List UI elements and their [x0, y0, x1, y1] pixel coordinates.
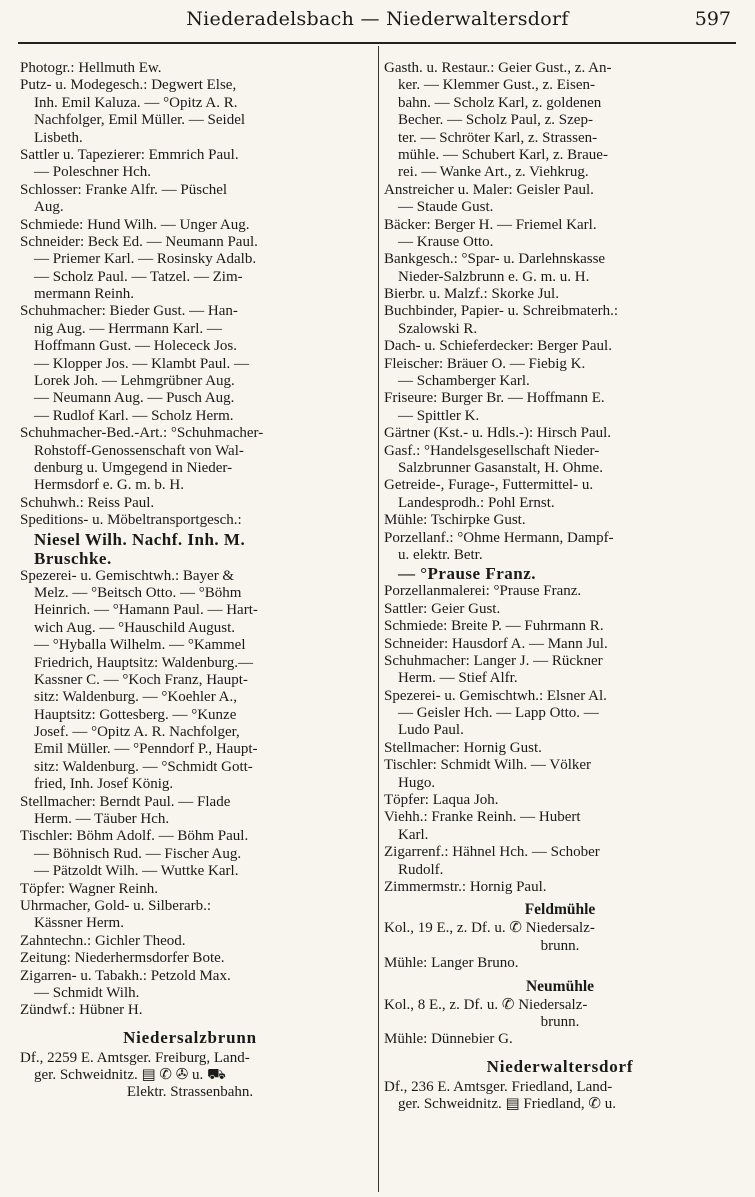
directory-line: Rudolf. — [398, 861, 444, 878]
directory-line: Hauptsitz: Gottesberg. — °Kunze — [34, 706, 237, 723]
directory-line: mühle. — Schubert Karl, z. Braue- — [398, 146, 608, 163]
directory-line: Sattler u. Tapezierer: Emmrich Paul. — [20, 146, 239, 163]
directory-line: Gärtner (Kst.- u. Hdls.-): Hirsch Paul. — [384, 425, 612, 442]
directory-line: Schmiede: Hund Wilh. — Unger Aug. — [20, 216, 250, 233]
sub-place-heading: Neumühle — [525, 977, 595, 995]
directory-line: Friseure: Burger Br. — Hoffmann E. — [384, 390, 605, 407]
directory-line: Kassner C. — °Koch Franz, Haupt- — [34, 671, 248, 688]
directory-line: — Klopper Jos. — Klambt Paul. — — [34, 355, 249, 372]
directory-line: Kässner Herm. — [34, 915, 124, 932]
directory-line: Df., 236 E. Amtsger. Friedland, Land- — [384, 1078, 613, 1095]
directory-line: — Staude Gust. — [398, 199, 494, 216]
directory-line: Friedrich, Hauptsitz: Waldenburg.— — [34, 654, 254, 671]
place-heading: Niedersalzbrunn — [123, 1027, 257, 1047]
directory-line: — Schamberger Karl. — [398, 373, 530, 390]
directory-line: Emil Müller. — °Penndorf P., Haupt- — [34, 741, 258, 758]
column-divider — [378, 46, 379, 1192]
directory-line: Schlosser: Franke Alfr. — Püschel — [20, 181, 228, 198]
directory-line: — Pätzoldt Wilh. — Wuttke Karl. — [34, 863, 239, 880]
directory-line: Df., 2259 E. Amtsger. Freiburg, Land- — [20, 1049, 250, 1066]
directory-line: Stellmacher: Hornig Gust. — [384, 739, 542, 756]
directory-line: Zeitung: Niederhermsdorfer Bote. — [20, 950, 225, 967]
directory-line: brunn. — [540, 1013, 580, 1030]
directory-line: wich Aug. — °Hauschild August. — [34, 619, 235, 636]
directory-line: Niesel Wilh. Nachf. Inh. M. — [34, 529, 246, 549]
directory-line: Töpfer: Laqua Joh. — [384, 792, 499, 809]
directory-line: Gasf.: °Handelsgesellschaft Nieder- — [384, 442, 600, 459]
directory-line: Rohstoff-Genossenschaft von Wal- — [34, 442, 244, 459]
directory-line: Melz. — °Beitsch Otto. — °Böhm — [34, 584, 242, 601]
directory-line: Herm. — Stief Alfr. — [398, 670, 518, 687]
directory-line: Josef. — °Opitz A. R. Nachfolger, — [34, 724, 240, 741]
directory-line: brunn. — [540, 937, 580, 954]
directory-line: — °Prause Franz. — [398, 564, 537, 584]
directory-line: Ludo Paul. — [398, 722, 464, 739]
directory-line: Zigarrenf.: Hähnel Hch. — Schober — [384, 844, 600, 861]
directory-line: Spezerei- u. Gemischtwh.: Bayer & — [20, 567, 235, 584]
directory-line: Speditions- u. Möbeltransportgesch.: — [20, 512, 242, 529]
directory-line: Elektr. Strassenbahn. — [126, 1084, 254, 1101]
directory-line: Getreide-, Furage-, Futtermittel- u. — [384, 477, 594, 494]
directory-line: fried, Inh. Josef König. — [34, 776, 174, 793]
directory-line: sitz: Waldenburg. — °Schmidt Gott- — [34, 758, 253, 775]
directory-line: — Böhnisch Rud. — Fischer Aug. — [34, 845, 242, 862]
directory-line: — Poleschner Hch. — [34, 164, 152, 181]
directory-line: — Geisler Hch. — Lapp Otto. — — [398, 705, 599, 722]
directory-line: Kol., 8 E., z. Df. u. ✆ Niedersalz- — [384, 996, 588, 1013]
directory-line: Gasth. u. Restaur.: Geier Gust., z. An- — [384, 60, 612, 76]
directory-line: Tischler: Schmidt Wilh. — Völker — [384, 757, 592, 774]
header-rule — [18, 42, 736, 44]
directory-line: Salzbrunner Gasanstalt, H. Ohme. — [398, 459, 603, 476]
right-column — [384, 60, 736, 1113]
directory-line: Porzellanmalerei: °Prause Franz. — [384, 583, 582, 600]
directory-line: — °Hyballa Wilhelm. — °Kammel — [34, 637, 246, 654]
directory-line: Bäcker: Berger H. — Friemel Karl. — [384, 216, 597, 233]
page-number: 597 — [694, 8, 731, 30]
directory-line: Dach- u. Schieferdecker: Berger Paul. — [384, 338, 612, 355]
directory-line: bahn. — Scholz Karl, z. goldenen — [398, 94, 602, 111]
directory-line: Spezerei- u. Gemischtwh.: Elsner Al. — [384, 687, 607, 704]
directory-line: Zigarren- u. Tabakh.: Petzold Max. — [20, 967, 231, 984]
directory-line: — Priemer Karl. — Rosinsky Adalb. — [34, 251, 257, 268]
directory-line: — Scholz Paul. — Tatzel. — Zim- — [34, 268, 243, 285]
directory-line: Kol., 19 E., z. Df. u. ✆ Niedersalz- — [384, 920, 595, 937]
directory-line: Mühle: Dünnebier G. — [384, 1031, 513, 1048]
page-header — [0, 8, 755, 38]
directory-line: Porzellanf.: °Ohme Hermann, Dampf- — [384, 529, 614, 546]
directory-line: Fleischer: Bräuer O. — Fiebig K. — [384, 355, 586, 372]
directory-line: Inh. Emil Kaluza. — °Opitz A. R. — [34, 94, 238, 111]
directory-line: sitz: Waldenburg. — °Koehler A., — [34, 689, 237, 706]
directory-line: ter. — Schröter Karl, z. Strassen- — [398, 129, 598, 146]
directory-line: Lisbeth. — [34, 129, 83, 146]
directory-line: — Spittler K. — [398, 407, 480, 424]
place-heading: Niederwaltersdorf — [486, 1056, 634, 1076]
directory-line: — Rudlof Karl. — Scholz Herm. — [34, 407, 234, 424]
directory-line: Photogr.: Hellmuth Ew. — [20, 60, 162, 76]
directory-line: Hermsdorf e. G. m. b. H. — [34, 477, 184, 494]
directory-line: Schneider: Beck Ed. — Neumann Paul. — [20, 233, 258, 250]
directory-line: Mühle: Tschirpke Gust. — [384, 512, 526, 529]
directory-line: Zimmermstr.: Hornig Paul. — [384, 878, 547, 895]
directory-line: — Krause Otto. — [398, 233, 494, 250]
directory-line: Putz- u. Modegesch.: Degwert Else, — [20, 77, 237, 94]
directory-line: Aug. — [34, 199, 64, 216]
directory-line: Schuhmacher: Langer J. — Rückner — [384, 652, 603, 669]
directory-line: Sattler: Geier Gust. — [384, 600, 501, 617]
directory-line: Lorek Joh. — Lehmgrübner Aug. — [34, 373, 235, 390]
directory-line: Mühle: Langer Bruno. — [384, 955, 519, 972]
directory-line: Hugo. — [398, 774, 436, 791]
directory-line: mermann Reinh. — [34, 286, 134, 303]
directory-line: ker. — Klemmer Gust., z. Eisen- — [398, 77, 596, 94]
directory-line: Landesprodh.: Pohl Ernst. — [398, 494, 555, 511]
directory-line: Hoffmann Gust. — Holececk Jos. — [34, 338, 238, 355]
directory-line: Herm. — Täuber Hch. — [34, 811, 170, 828]
directory-line: denburg u. Umgegend in Nieder- — [34, 459, 233, 476]
directory-line: Becher. — Scholz Paul, z. Szep- — [398, 112, 593, 129]
directory-line: ger. Schweidnitz. ▤ Friedland, ✆ u. — [398, 1096, 616, 1113]
directory-line: Schuhmacher-Bed.-Art.: °Schuhmacher- — [20, 425, 264, 442]
directory-line: Tischler: Böhm Adolf. — Böhm Paul. — [20, 828, 249, 845]
directory-line: Buchbinder, Papier- u. Schreibmaterh.: — [384, 303, 619, 320]
directory-line: u. elektr. Betr. — [398, 546, 483, 563]
directory-line: Nachfolger, Emil Müller. — Seidel — [34, 112, 246, 129]
sub-place-heading: Feldmühle — [524, 901, 596, 919]
directory-line: Zündwf.: Hübner H. — [20, 1002, 143, 1019]
directory-line: Szalowski R. — [398, 320, 478, 337]
directory-line: Nieder-Salzbrunn e. G. m. u. H. — [398, 268, 590, 285]
directory-line: Schuhwh.: Reiss Paul. — [20, 494, 155, 511]
directory-line: Zahntechn.: Gichler Theod. — [20, 932, 186, 949]
directory-line: Schneider: Hausdorf A. — Mann Jul. — [384, 635, 608, 652]
directory-line: Anstreicher u. Maler: Geisler Paul. — [384, 181, 594, 198]
directory-line: Bankgesch.: °Spar- u. Darlehnskasse — [384, 251, 606, 268]
directory-line: Uhrmacher, Gold- u. Silberarb.: — [20, 897, 212, 914]
directory-line: nig Aug. — Herrmann Karl. — — [34, 320, 222, 337]
directory-line: Bruschke. — [34, 548, 112, 568]
directory-line: Bierbr. u. Malzf.: Skorke Jul. — [384, 286, 559, 303]
directory-line: Töpfer: Wagner Reinh. — [20, 880, 159, 897]
directory-line: Karl. — [398, 826, 429, 843]
running-title: Niederadelsbach — Niederwaltersdorf — [186, 8, 569, 30]
directory-line: Heinrich. — °Hamann Paul. — Hart- — [34, 602, 258, 619]
left-column — [20, 60, 360, 1102]
directory-line: — Neumann Aug. — Pusch Aug. — [34, 390, 235, 407]
directory-line: rei. — Wanke Art., z. Viehkrug. — [398, 164, 589, 181]
directory-line: ger. Schweidnitz. ▤ ✆ ✇ u. ⛟ — [34, 1067, 226, 1084]
directory-line: Schmiede: Breite P. — Fuhrmann R. — [384, 618, 604, 635]
directory-line: Viehh.: Franke Reinh. — Hubert — [384, 809, 581, 826]
directory-line: Schuhmacher: Bieder Gust. — Han- — [20, 303, 238, 320]
directory-line: Stellmacher: Berndt Paul. — Flade — [20, 793, 231, 810]
directory-line: — Schmidt Wilh. — [34, 984, 140, 1001]
